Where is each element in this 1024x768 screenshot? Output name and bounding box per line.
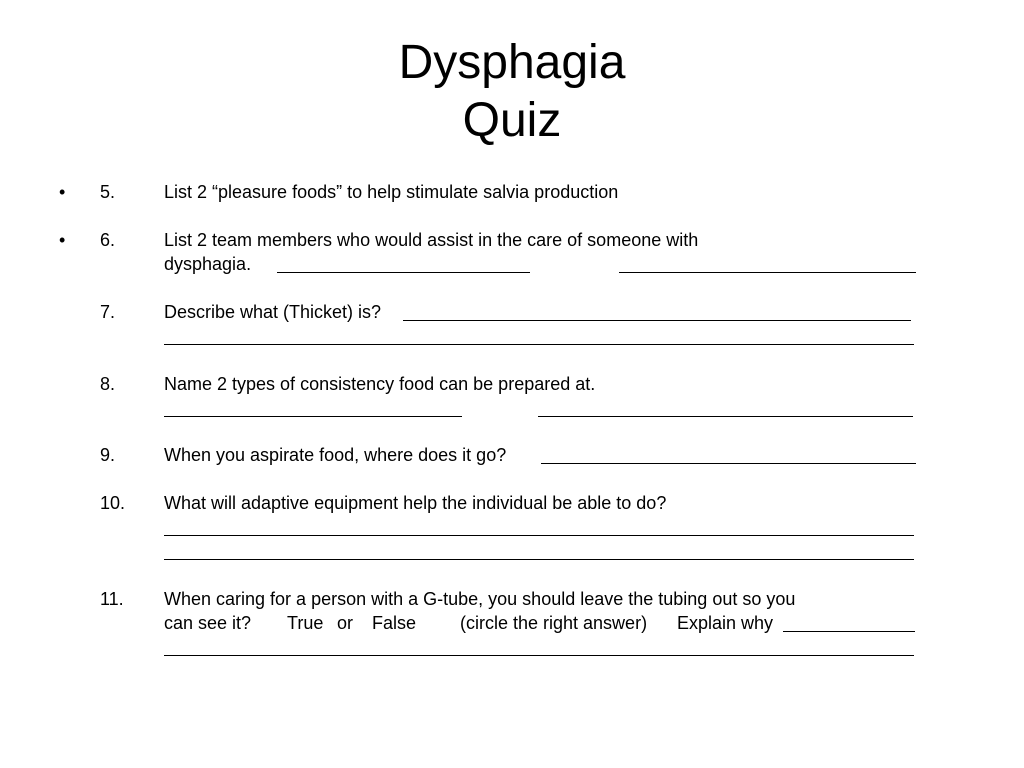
question-text-cont: dysphagia. — [164, 254, 252, 274]
or-label: or — [337, 613, 354, 633]
answer-blank[interactable] — [538, 416, 913, 417]
explain-label: Explain why — [677, 613, 774, 633]
question-number: 5. — [100, 182, 116, 202]
question-text: When caring for a person with a G-tube, you should leave the tubing out so you — [164, 589, 796, 609]
question-text: Name 2 types of consistency food can be prepared at. — [164, 374, 596, 394]
answer-blank[interactable] — [277, 272, 530, 273]
true-option[interactable]: True — [287, 613, 324, 633]
question-number: 7. — [100, 302, 116, 322]
question-5 — [0, 180, 1024, 204]
answer-blank[interactable] — [164, 535, 914, 536]
question-text-cont: can see it? — [164, 613, 252, 633]
answer-blank[interactable] — [619, 272, 916, 273]
answer-blank[interactable] — [783, 631, 915, 632]
quiz-title — [0, 34, 1024, 150]
answer-blank[interactable] — [541, 463, 916, 464]
bullet: • — [59, 182, 66, 202]
question-number: 10. — [100, 493, 126, 513]
question-10 — [0, 491, 1024, 563]
question-text: List 2 “pleasure foods” to help stimulate salvia production — [164, 182, 619, 202]
question-7 — [0, 300, 1024, 348]
question-text: When you aspirate food, where does it go? — [164, 445, 507, 465]
answer-blank[interactable] — [403, 320, 911, 321]
question-number: 6. — [100, 230, 116, 250]
question-9 — [0, 443, 1024, 467]
question-number: 9. — [100, 445, 116, 465]
question-number: 11. — [100, 589, 124, 609]
instruction-text: (circle the right answer) — [460, 613, 648, 633]
title-line-2: Quiz — [462, 94, 562, 147]
answer-blank[interactable] — [164, 416, 462, 417]
question-text: What will adaptive equipment help the individual be able to do? — [164, 493, 667, 513]
question-8 — [0, 372, 1024, 420]
answer-blank[interactable] — [164, 344, 914, 345]
answer-blank[interactable] — [164, 559, 914, 560]
false-option[interactable]: False — [372, 613, 417, 633]
question-number: 8. — [100, 374, 116, 394]
question-text: List 2 team members who would assist in the care of someone with — [164, 230, 699, 250]
question-11 — [0, 587, 1024, 659]
question-6 — [0, 228, 1024, 276]
bullet: • — [59, 230, 66, 250]
answer-blank[interactable] — [164, 655, 914, 656]
question-text: Describe what (Thicket) is? — [164, 302, 382, 322]
title-line-1: Dysphagia — [398, 36, 626, 89]
